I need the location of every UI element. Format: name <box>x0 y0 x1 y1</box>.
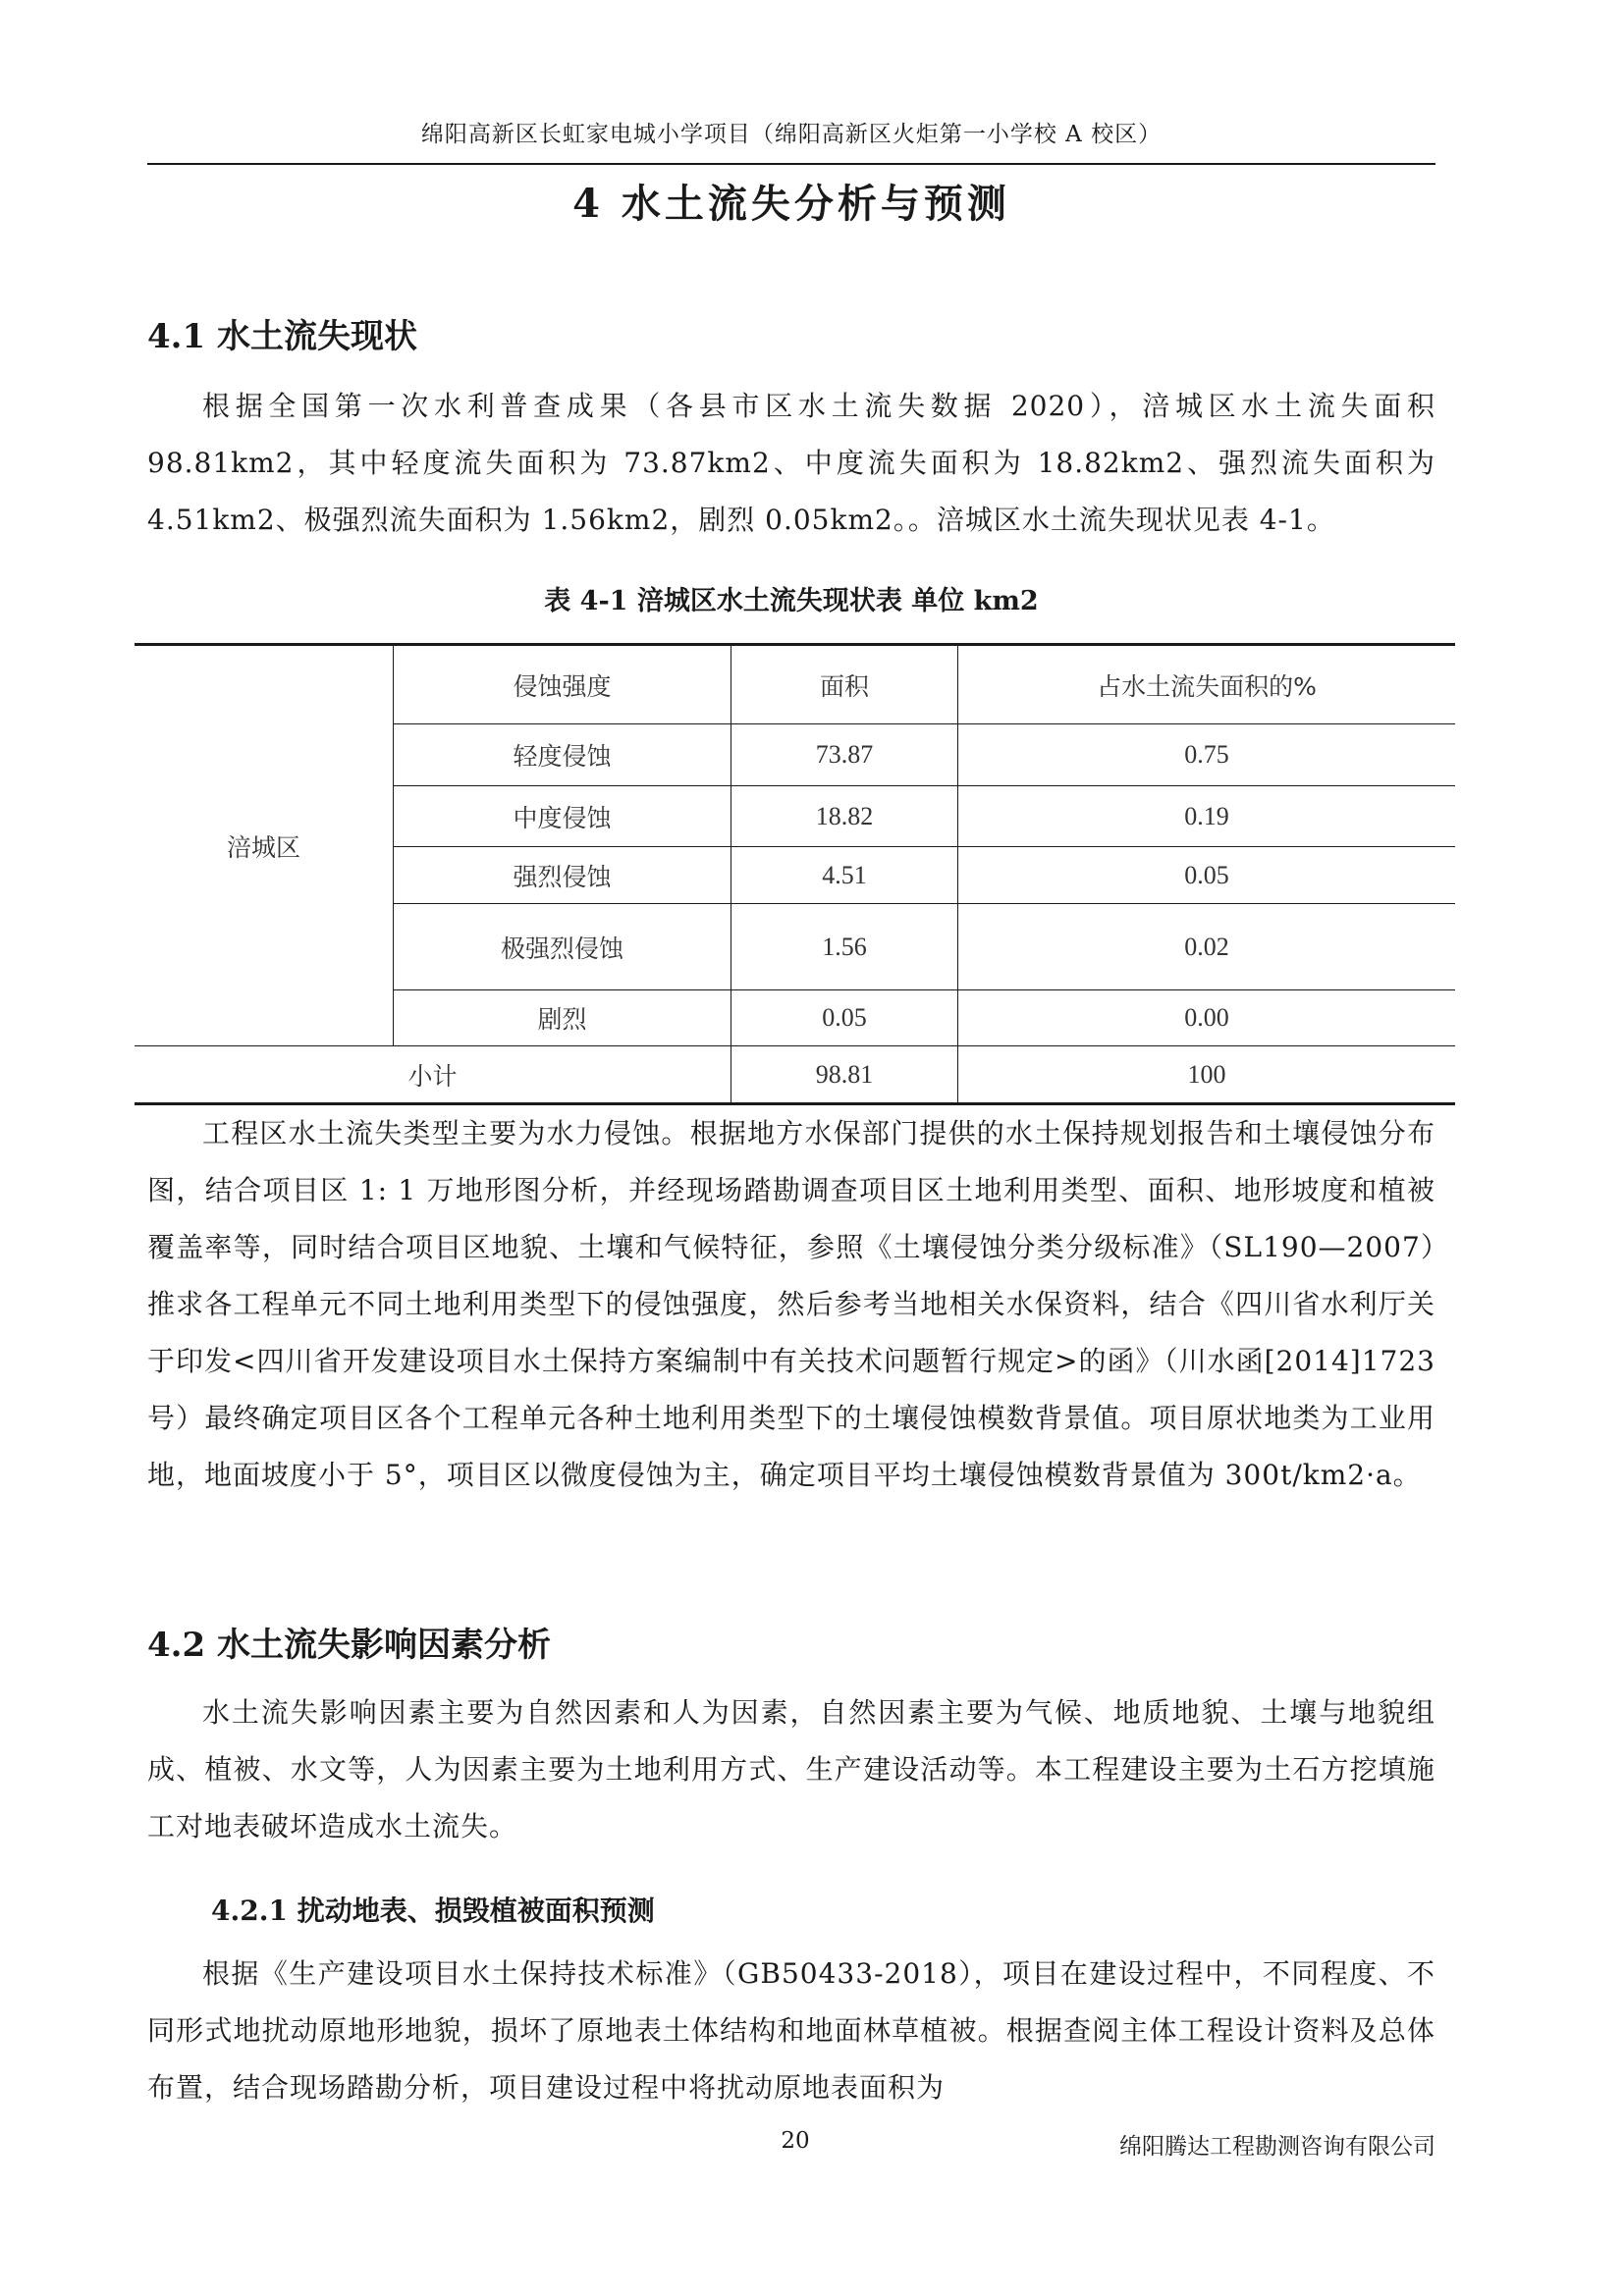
table-row-area: 4.51 <box>822 860 867 889</box>
table-row-pct: 0.02 <box>1184 932 1229 961</box>
table-row-level: 中度侵蚀 <box>513 803 612 832</box>
erosion-table <box>135 643 1455 1104</box>
table-row-level: 极强烈侵蚀 <box>500 934 623 963</box>
table-row-level: 剧烈 <box>537 1005 587 1034</box>
header-percentage: 占水土流失面积的% <box>1097 671 1317 701</box>
table-row-pct: 0.00 <box>1184 1003 1229 1032</box>
section-4-1-paragraph: 根据全国第一次水利普查成果（各县市区水土流失数据 2020），涪城区水土流失面积 98.81km2，其中轻度流失面积为 73.87km2、中度流失面积为 18.82km2、强烈流失面积为 4.51km2、极强烈流失面积为 1.56km2，剧烈 0.05km2。。涪城区水土流失现状见表 4-1。 <box>147 390 1435 536</box>
section-4-2-1-title: 4.2.1 扰动地表、损毁植被面积预测 <box>211 1895 655 1927</box>
subtotal-pct: 100 <box>1187 1059 1226 1089</box>
subtotal-area: 98.81 <box>815 1059 874 1089</box>
section-4-2-paragraph: 水土流失影响因素主要为自然因素和人为因素，自然因素主要为气候、地质地貌、土壤与地貌组成、植被、水文等，人为因素主要为土地利用方式、生产建设活动等。本工程建设主要为土石方挖填施工对地表破坏造成水土流失。 <box>147 1696 1435 1842</box>
table-row-pct: 0.75 <box>1184 740 1229 769</box>
header-area: 面积 <box>819 671 869 701</box>
table-row-pct: 0.05 <box>1184 860 1229 889</box>
chapter-title: 4 水土流失分析与预测 <box>572 181 1010 227</box>
subtotal-label: 小计 <box>407 1061 458 1091</box>
table-row-area: 1.56 <box>822 932 867 961</box>
table-row-area: 73.87 <box>815 740 874 769</box>
table-row-pct: 0.19 <box>1184 801 1229 830</box>
header-rule <box>147 163 1435 165</box>
section-4-2-title: 4.2 水土流失影响因素分析 <box>147 1626 551 1665</box>
table-row-level: 轻度侵蚀 <box>513 742 612 771</box>
region-cell: 涪城区 <box>226 832 300 862</box>
page-number: 20 <box>781 2128 810 2154</box>
table-caption: 表 4-1 涪城区水土流失现状表 单位 km2 <box>544 586 1039 616</box>
header-erosion-level: 侵蚀强度 <box>513 671 612 701</box>
table-row-area: 0.05 <box>822 1003 867 1032</box>
section-4-1-title: 4.1 水土流失现状 <box>147 317 417 356</box>
section-4-2-1-paragraph: 根据《生产建设项目水土保持技术标准》（GB50433-2018），项目在建设过程中，不同程度、不同形式地扰动原地形地貌，损坏了原地表土体结构和地面林草植被。根据查阅主体工程设计资料及总体布置，结合现场踏勘分析，项目建设过程中将扰动原地表面积为 <box>147 1957 1435 2104</box>
erosion-type-paragraph: 工程区水土流失类型主要为水力侵蚀。根据地方水保部门提供的水土保持规划报告和土壤侵蚀分布图，结合项目区 1: 1 万地形图分析，并经现场踏勘调查项目区土地利用类型、面积、地形坡度和植被覆盖率等，同时结合项目区地貌、土壤和气候特征，参照《土壤侵蚀分类分级标准》（SL190—2007）推求各工程单元不同土地利用类型下的侵蚀强度，然后参考当地相关水保资料，结合《四川省水利厅关于印发<四川省开发建设项目水土保持方案编制中有关技术问题暂行规定>的函》（川水函[2014]1723 号）最终确定项目区各个工程单元各种土地利用类型下的土壤侵蚀模数背景值。项目原状地类为工业用地，地面坡度小于 5°，项目区以微度侵蚀为主，确定项目平均土壤侵蚀模数背景值为 300t/km2·a。 <box>147 1117 1435 1491</box>
table-row-level: 强烈侵蚀 <box>513 862 612 891</box>
company-name: 绵阳腾达工程勘测咨询有限公司 <box>1119 2134 1435 2160</box>
table-row-area: 18.82 <box>815 801 874 830</box>
running-header: 绵阳高新区长虹家电城小学项目（绵阳高新区火炬第一小学校 A 校区） <box>420 122 1163 147</box>
